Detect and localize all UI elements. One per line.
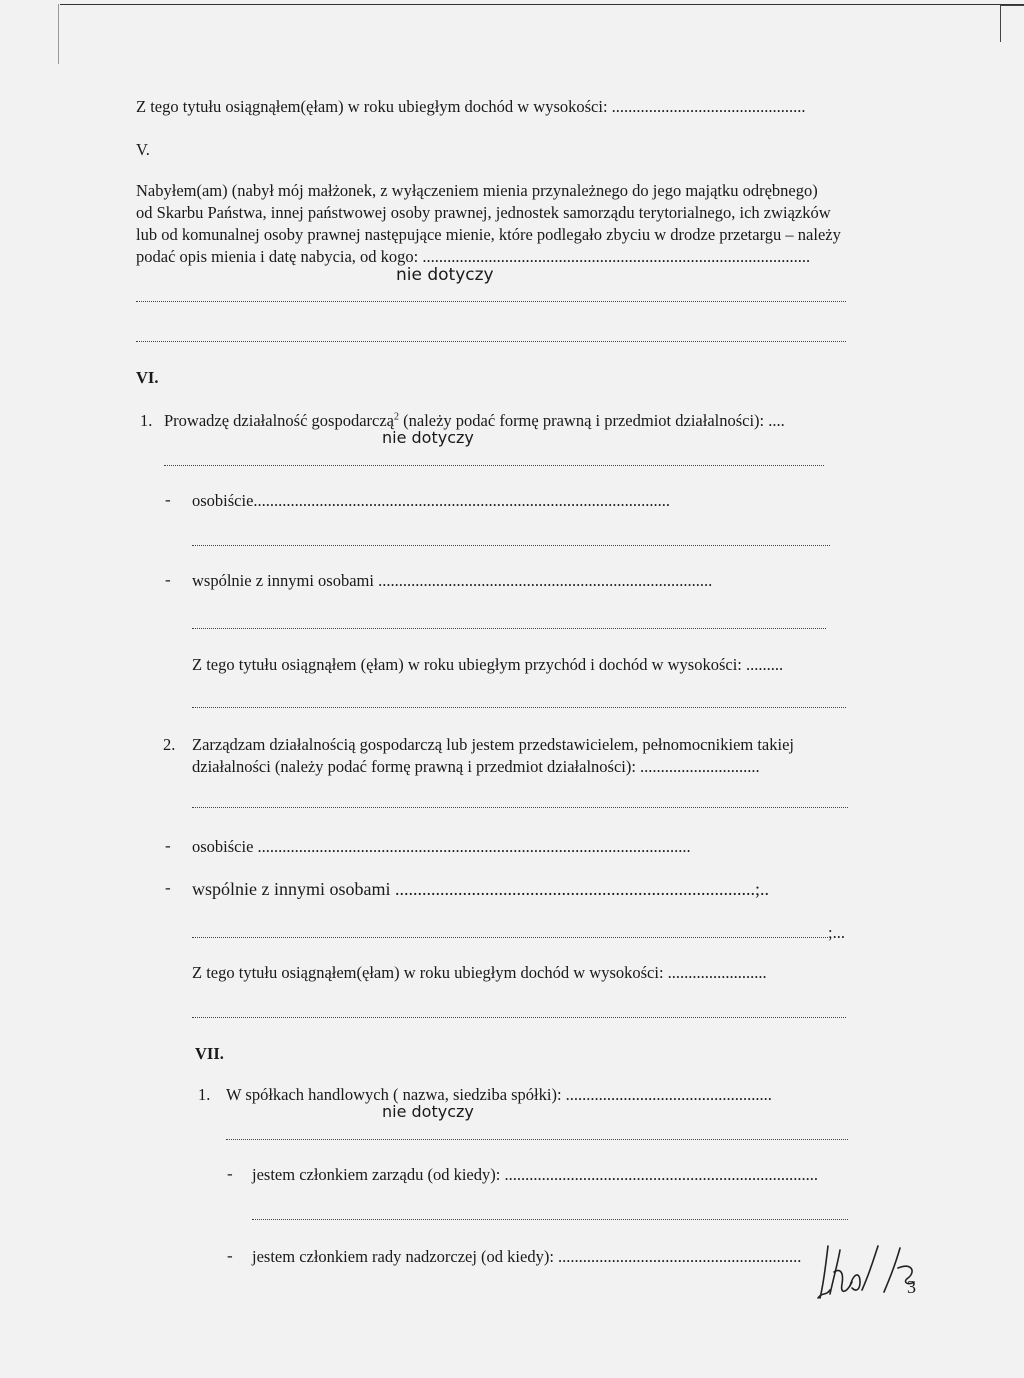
fill-line xyxy=(192,544,830,546)
scan-edge-top xyxy=(60,4,1024,41)
fill-line xyxy=(192,706,846,708)
page-number: 3 xyxy=(907,1277,916,1297)
dash: - xyxy=(227,1246,233,1265)
board-member-line: jestem członkiem zarządu (od kiedy): ............................................................................ xyxy=(252,1165,818,1184)
section-vi-item2-text-1: Zarządzam działalnością gospodarczą lub jestem przedstawicielem, pełnomocnikiem takiej xyxy=(192,735,795,754)
section-vi-item2-text-2: działalności (należy podać formę prawną i przedmiot działalności): ............................. xyxy=(192,757,760,776)
dash: - xyxy=(165,570,171,589)
jointly-line: wspólnie z innymi osobami ................................................................................. xyxy=(192,571,713,590)
fill-line xyxy=(136,300,846,302)
section-vii-item1-answer: nie dotyczy xyxy=(382,1102,474,1121)
fill-line xyxy=(192,627,826,629)
scan-edge-step xyxy=(1000,5,1024,42)
section-v-text-3: lub od komunalnej osoby prawnej następujące mienie, które podlegało zbyciu w drodze przetargu – należy xyxy=(136,225,841,244)
section-vii-item1-num: 1. xyxy=(198,1085,211,1104)
fill-line xyxy=(252,1218,848,1220)
section-vi-numeral: VI. xyxy=(136,368,159,387)
dash: - xyxy=(165,878,171,897)
section-v-text-2: od Skarbu Państwa, innej państwowej osoby prawnej, jednostek samorządu terytorialnego, ich związków xyxy=(136,203,831,222)
personally-line-2: osobiście ......................................................................................................... xyxy=(192,837,691,856)
footnote-mark: 2 xyxy=(394,411,399,423)
personally-line: osobiście..................................................................................................... xyxy=(192,491,671,510)
section-vii-numeral: VII. xyxy=(195,1044,224,1063)
fill-line xyxy=(226,1138,848,1140)
section-v-numeral: V. xyxy=(136,140,150,159)
section-vi-item1-num: 1. xyxy=(140,411,153,430)
section-v-text-4: podać opis mienia i datę nabycia, od kogo: .............................................................................................. xyxy=(136,247,811,266)
dash: - xyxy=(165,836,171,855)
dash: - xyxy=(165,490,171,509)
section-vii-item1-text: W spółkach handlowych ( nazwa, siedziba spółki): .................................................. xyxy=(226,1085,772,1104)
section-vi-item2-num: 2. xyxy=(163,735,176,754)
fill-line xyxy=(192,1016,846,1018)
section-vi-item1-text: Prowadzę działalność gospodarczą$^2$ (należy podać formę prawną i przedmiot działalności): .... xyxy=(164,411,785,430)
section-v-text-1: Nabyłem(am) (nabył mój małżonek, z wyłączeniem mienia przynależnego do jego majątku odrębnego) xyxy=(136,181,818,200)
dash: - xyxy=(227,1164,233,1183)
supervisory-board-line: jestem członkiem rady nadzorczej (od kiedy): ........................................................... xyxy=(252,1247,802,1266)
signature xyxy=(812,1232,922,1312)
scan-edge-left xyxy=(58,4,59,64)
fill-line xyxy=(192,806,848,808)
fill-line xyxy=(136,340,846,342)
section-v-answer: nie dotyczy xyxy=(396,265,494,285)
income-line-2: Z tego tytułu osiągnąłem(ęłam) w roku ubiegłym dochód w wysokości: ........................ xyxy=(192,963,767,982)
fill-line xyxy=(164,464,824,466)
income-revenue-line: Z tego tytułu osiągnąłem (ęłam) w roku ubiegłym przychód i dochód w wysokości: ......... xyxy=(192,655,784,674)
fill-line xyxy=(192,936,828,938)
jointly-line-2: wspólnie z innymi osobami ................................................................................;.. xyxy=(192,879,769,899)
section-vi-item1-answer: nie dotyczy xyxy=(382,428,474,447)
semicolon-line: ;... xyxy=(828,923,845,942)
income-line-top: Z tego tytułu osiągnąłem(ęłam) w roku ubiegłym dochód w wysokości: ............................................... xyxy=(136,97,806,116)
